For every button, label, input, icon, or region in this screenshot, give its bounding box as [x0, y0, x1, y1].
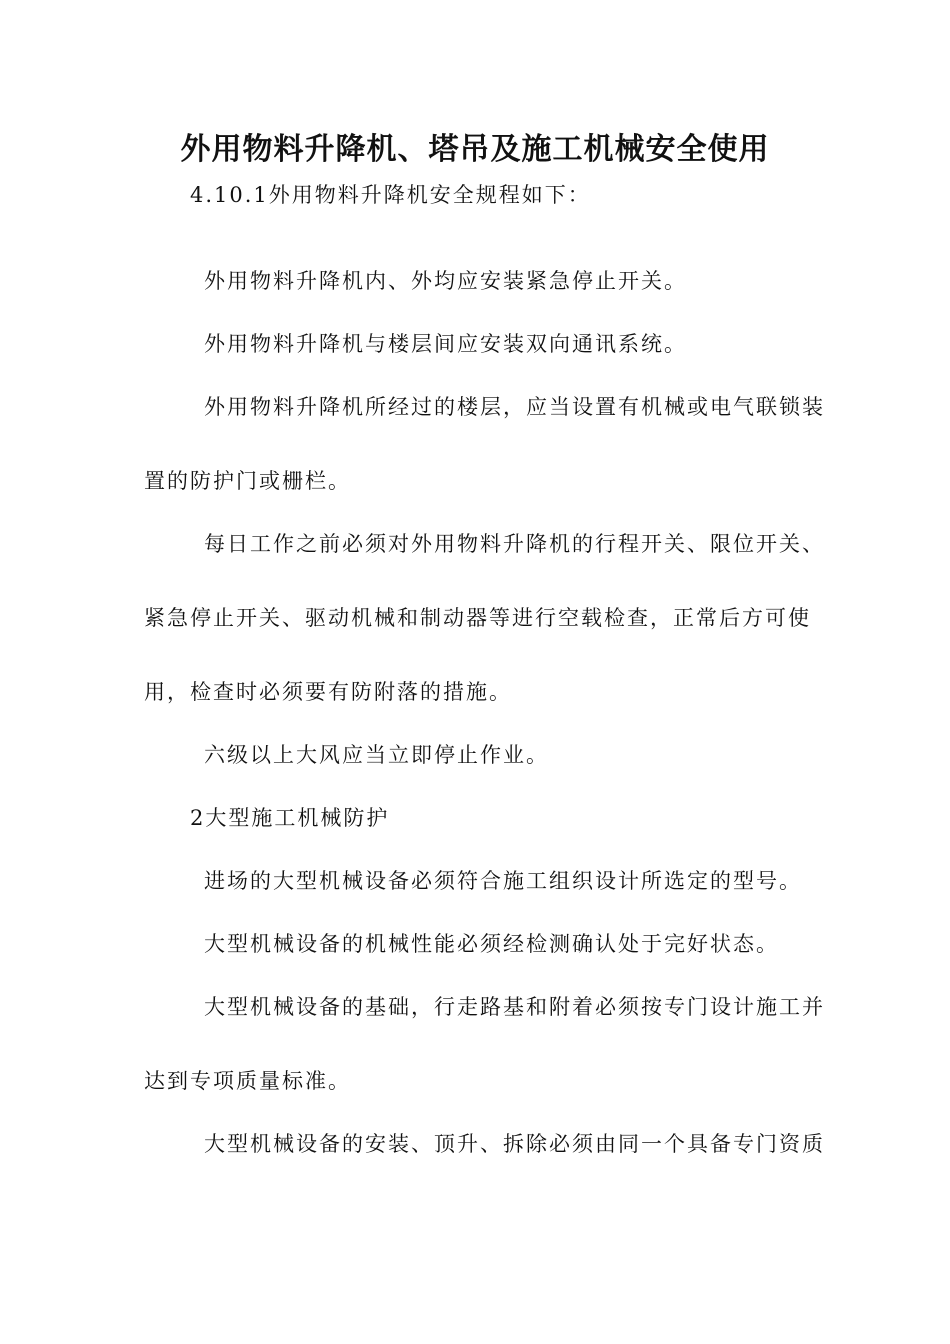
- text-line: 大型机械设备的机械性能必须经检测确认处于完好状态。: [204, 932, 779, 956]
- text-line: 每日工作之前必须对外用物料升降机的行程开关、限位开关、: [204, 532, 825, 556]
- text-line: 大型机械设备的基础，行走路基和附着必须按专门设计施工并: [204, 995, 825, 1019]
- text-line: 4.10.1外用物料升降机安全规程如下：: [190, 183, 591, 207]
- text-line: 外用物料升降机所经过的楼层，应当设置有机械或电气联锁装: [204, 395, 825, 419]
- text-line: 进场的大型机械设备必须符合施工组织设计所选定的型号。: [204, 869, 802, 893]
- text-line: 用，检查时必须要有防附落的措施。: [144, 680, 512, 704]
- section-heading: 2大型施工机械防护: [190, 806, 390, 830]
- text-line: 置的防护门或栅栏。: [144, 469, 351, 493]
- document-title: 外用物料升降机、塔吊及施工机械安全使用: [180, 132, 770, 167]
- text-line: 紧急停止开关、驱动机械和制动器等进行空载检查，正常后方可使: [144, 606, 811, 630]
- text-line: 达到专项质量标准。: [144, 1069, 351, 1093]
- text-line: 外用物料升降机与楼层间应安装双向通讯系统。: [204, 332, 687, 356]
- text-line: 大型机械设备的安装、顶升、拆除必须由同一个具备专门资质: [204, 1132, 825, 1156]
- text-line: 外用物料升降机内、外均应安装紧急停止开关。: [204, 269, 687, 293]
- text-line: 六级以上大风应当立即停止作业。: [204, 743, 549, 767]
